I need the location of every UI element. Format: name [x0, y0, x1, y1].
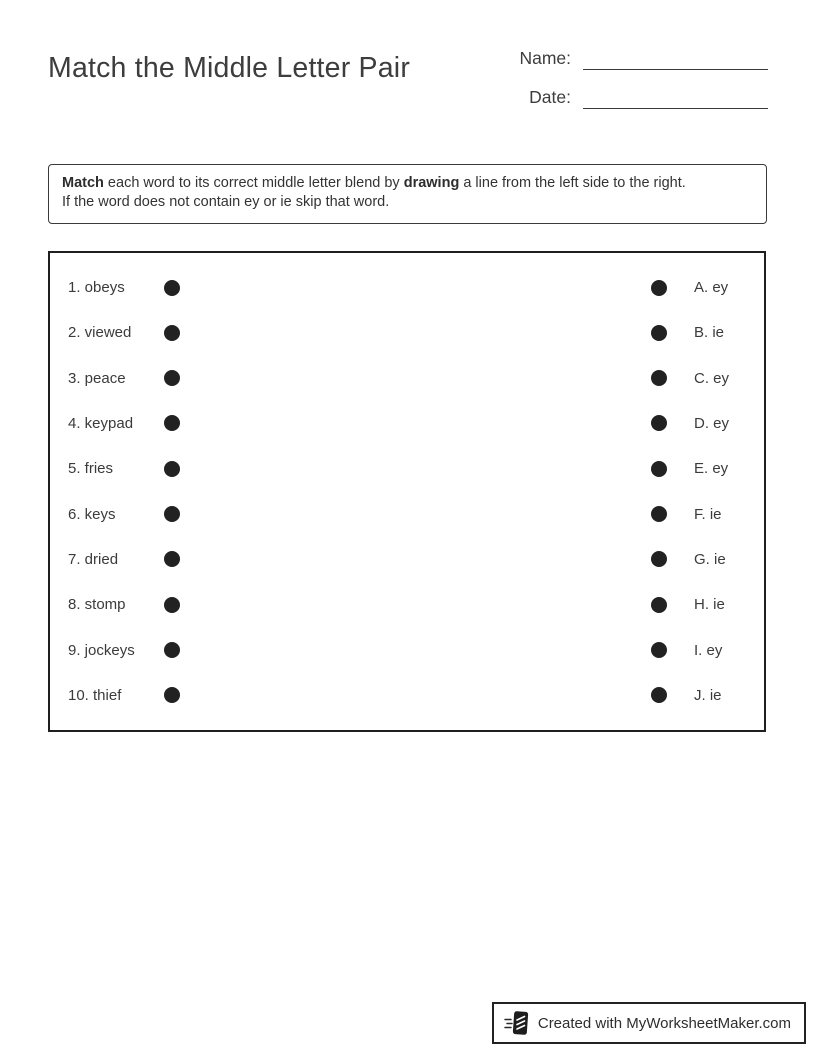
- right-match-dot[interactable]: [651, 506, 667, 522]
- left-word-label: 3. peace: [68, 369, 126, 387]
- name-write-line[interactable]: [583, 48, 768, 70]
- match-row-1: [68, 265, 746, 310]
- match-row-2: [68, 310, 746, 355]
- worksheet-maker-logo-icon: [504, 1008, 530, 1038]
- left-item-8: [68, 596, 180, 613]
- right-match-dot[interactable]: [651, 597, 667, 613]
- left-item-10: [68, 687, 180, 704]
- right-item-3: [651, 370, 746, 387]
- left-match-dot[interactable]: [164, 551, 180, 567]
- credit-text: Created with MyWorksheetMaker.com: [537, 1014, 791, 1032]
- left-word-label: 5. fries: [68, 460, 114, 478]
- right-match-dot[interactable]: [651, 687, 667, 703]
- left-match-dot[interactable]: [164, 370, 180, 386]
- left-match-dot[interactable]: [164, 506, 180, 522]
- right-item-6: [651, 506, 746, 523]
- right-letter-label: D. ey: [694, 414, 730, 432]
- left-word-label: 9. jockeys: [68, 641, 135, 659]
- left-item-7: [68, 551, 180, 568]
- right-letter-label: B. ie: [694, 324, 725, 342]
- right-item-10: [651, 687, 746, 704]
- right-match-dot[interactable]: [651, 280, 667, 296]
- left-match-dot[interactable]: [164, 642, 180, 658]
- match-row-8: [68, 582, 746, 627]
- left-word-label: 6. keys: [68, 505, 116, 523]
- right-item-7: [651, 551, 746, 568]
- date-row: [506, 87, 768, 109]
- left-word-label: 8. stomp: [68, 596, 126, 614]
- left-item-2: [68, 324, 180, 341]
- left-match-dot[interactable]: [164, 461, 180, 477]
- instructions-box: [48, 164, 767, 224]
- left-match-dot[interactable]: [164, 687, 180, 703]
- left-match-dot[interactable]: [164, 280, 180, 296]
- worksheet-header: [48, 48, 768, 126]
- left-word-label: 2. viewed: [68, 324, 132, 342]
- match-row-4: [68, 401, 746, 446]
- instruction-bold-drawing: drawing: [403, 175, 460, 191]
- left-word-label: 4. keypad: [68, 414, 134, 432]
- right-letter-label: J. ie: [694, 686, 722, 704]
- left-item-4: [68, 415, 180, 432]
- instruction-text-1: each word to its correct middle letter blend by: [103, 175, 404, 191]
- match-row-6: [68, 492, 746, 537]
- right-match-dot[interactable]: [651, 370, 667, 386]
- left-item-6: [68, 506, 180, 523]
- match-row-10: [68, 673, 746, 718]
- matching-exercise-box: [48, 251, 766, 732]
- left-word-label: 10. thief: [68, 686, 122, 704]
- right-match-dot[interactable]: [651, 325, 667, 341]
- right-letter-label: E. ey: [694, 460, 729, 478]
- left-match-dot[interactable]: [164, 415, 180, 431]
- left-word-label: 1. obeys: [68, 279, 125, 296]
- right-letter-label: A. ey: [694, 279, 729, 296]
- right-match-dot[interactable]: [651, 642, 667, 658]
- match-row-5: [68, 446, 746, 491]
- right-item-9: [651, 642, 746, 659]
- right-item-2: [651, 324, 746, 341]
- name-label: Name:: [519, 48, 571, 68]
- left-match-dot[interactable]: [164, 325, 180, 341]
- match-row-3: [68, 356, 746, 401]
- right-letter-label: I. ey: [694, 641, 723, 659]
- right-letter-label: F. ie: [694, 505, 722, 523]
- match-row-9: [68, 628, 746, 673]
- right-item-8: [651, 596, 746, 613]
- right-match-dot[interactable]: [651, 461, 667, 477]
- instructions-line2: If the word does not contain ey or ie skip that word.: [62, 194, 390, 210]
- left-item-1: [68, 279, 180, 296]
- date-label: Date:: [529, 87, 571, 107]
- left-item-5: [68, 460, 180, 477]
- right-letter-label: G. ie: [694, 550, 726, 568]
- left-item-9: [68, 642, 180, 659]
- instructions-line1: [62, 174, 753, 193]
- right-item-5: [651, 460, 746, 477]
- right-item-4: [651, 415, 746, 432]
- date-write-line[interactable]: [583, 87, 768, 109]
- right-match-dot[interactable]: [651, 415, 667, 431]
- right-item-1: [651, 279, 746, 296]
- name-date-block: [506, 48, 768, 126]
- name-row: [506, 48, 768, 70]
- left-item-3: [68, 370, 180, 387]
- credit-badge: [492, 1002, 806, 1044]
- right-letter-label: H. ie: [694, 596, 725, 614]
- page-title: Match the Middle Letter Pair: [48, 52, 411, 84]
- right-match-dot[interactable]: [651, 551, 667, 567]
- instruction-text-2: a line from the left side to the right.: [459, 175, 686, 191]
- right-letter-label: C. ey: [694, 369, 730, 387]
- left-word-label: 7. dried: [68, 550, 119, 568]
- match-row-7: [68, 537, 746, 582]
- instruction-bold-match: Match: [62, 175, 104, 191]
- left-match-dot[interactable]: [164, 597, 180, 613]
